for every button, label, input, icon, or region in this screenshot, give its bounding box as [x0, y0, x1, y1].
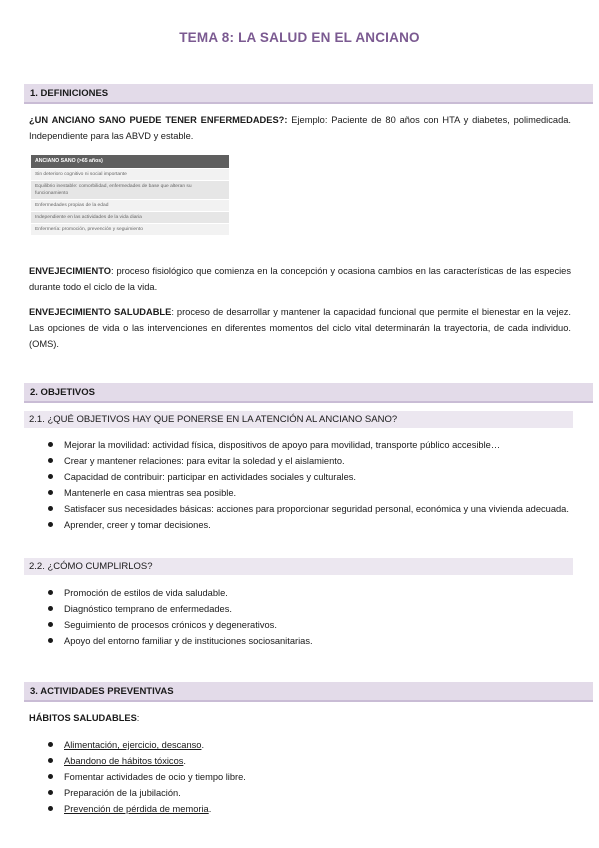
list-item: Mejorar la movilidad: actividad física, dispositivos de apoyo para movilidad, transporte público accesible… — [48, 437, 571, 453]
list-item: Capacidad de contribuir: participar en actividades sociales y culturales. — [48, 469, 571, 485]
envejecimiento-saludable-term: ENVEJECIMIENTO SALUDABLE — [29, 307, 172, 317]
page-title: TEMA 8: LA SALUD EN EL ANCIANO — [179, 30, 420, 45]
bullet-icon — [48, 806, 53, 811]
table-row: Equilibrio inestable: comorbilidad, enfermedades de base que alteran su funcionamiento — [31, 181, 229, 200]
bullet-icon — [48, 474, 53, 479]
table-row: Independiente en las actividades de la vida diaria — [31, 212, 229, 224]
bullet-icon — [48, 790, 53, 795]
subsection-heading-que-objetivos: 2.1. ¿QUÉ OBJETIVOS HAY QUE PONERSE EN LA ATENCIÓN AL ANCIANO SANO? — [24, 411, 573, 428]
bullet-icon — [48, 442, 53, 447]
section-heading-actividades-preventivas: 3. ACTIVIDADES PREVENTIVAS — [24, 682, 593, 702]
cumplirlos-list — [48, 585, 571, 649]
objetivos-list — [48, 437, 571, 533]
envejecimiento-term: ENVEJECIMIENTO — [29, 266, 111, 276]
subsection-heading-como-cumplirlos: 2.2. ¿CÓMO CUMPLIRLOS? — [24, 558, 573, 575]
bullet-icon — [48, 490, 53, 495]
intro-paragraph — [29, 112, 571, 144]
list-item: Mantenerle en casa mientras sea posible. — [48, 485, 571, 501]
anciano-sano-table — [31, 155, 229, 235]
section-heading-definiciones: 1. DEFINICIONES — [24, 84, 593, 104]
envejecimiento-saludable-text: : proceso de desarrollar y mantener la capacidad funcional que permite el bienestar en la vejez. Las opciones de vida o las intervenciones en diferentes momentos del ciclo vital determinarán la trayectoria, de cada individuo. (OMS). — [29, 307, 571, 349]
bullet-icon — [48, 506, 53, 511]
envejecimiento-definition — [29, 263, 571, 295]
bullet-icon — [48, 590, 53, 595]
list-item: Apoyo del entorno familiar y de instituciones sociosanitarias. — [48, 633, 571, 649]
list-item: Fomentar actividades de ocio y tiempo libre. — [48, 769, 571, 785]
list-item: Abandono de hábitos tóxicos. — [48, 753, 571, 769]
list-item: Alimentación, ejercicio, descanso. — [48, 737, 571, 753]
list-item: Diagnóstico temprano de enfermedades. — [48, 601, 571, 617]
list-item: Satisfacer sus necesidades básicas: acciones para proporcionar seguridad personal, económica y una vivienda adecuada. — [48, 501, 571, 517]
table-row: Enfermería: promoción, prevención y seguimiento — [31, 224, 229, 236]
bullet-icon — [48, 638, 53, 643]
bullet-icon — [48, 758, 53, 763]
table-header: ANCIANO SANO (>65 años) — [31, 155, 229, 169]
section-heading-objetivos: 2. OBJETIVOS — [24, 383, 593, 403]
bullet-icon — [48, 458, 53, 463]
list-item: Prevención de pérdida de memoria. — [48, 801, 571, 817]
habitos-saludables-heading: HÁBITOS SALUDABLES: — [29, 713, 140, 723]
list-item: Promoción de estilos de vida saludable. — [48, 585, 571, 601]
list-item: Crear y mantener relaciones: para evitar la soledad y el aislamiento. — [48, 453, 571, 469]
habitos-list — [48, 737, 571, 817]
intro-text: Ejemplo: Paciente de 80 años con HTA y diabetes, polimedicada. Independiente para las ABVD y estable. — [29, 115, 571, 141]
bullet-icon — [48, 622, 53, 627]
bullet-icon — [48, 774, 53, 779]
table-row: Enfermedades propias de la edad — [31, 200, 229, 212]
envejecimiento-text: : proceso fisiológico que comienza en la concepción y ocasiona cambios en las características de las especies durante todo el ciclo de la vida. — [29, 266, 571, 292]
list-item: Aprender, creer y tomar decisiones. — [48, 517, 571, 533]
bullet-icon — [48, 606, 53, 611]
list-item: Seguimiento de procesos crónicos y degenerativos. — [48, 617, 571, 633]
envejecimiento-saludable-definition — [29, 304, 571, 352]
intro-question: ¿UN ANCIANO SANO PUEDE TENER ENFERMEDADES?: — [29, 115, 288, 125]
list-item: Preparación de la jubilación. — [48, 785, 571, 801]
bullet-icon — [48, 742, 53, 747]
bullet-icon — [48, 522, 53, 527]
table-row: Sin deterioro cognitivo ni social importante — [31, 169, 229, 181]
